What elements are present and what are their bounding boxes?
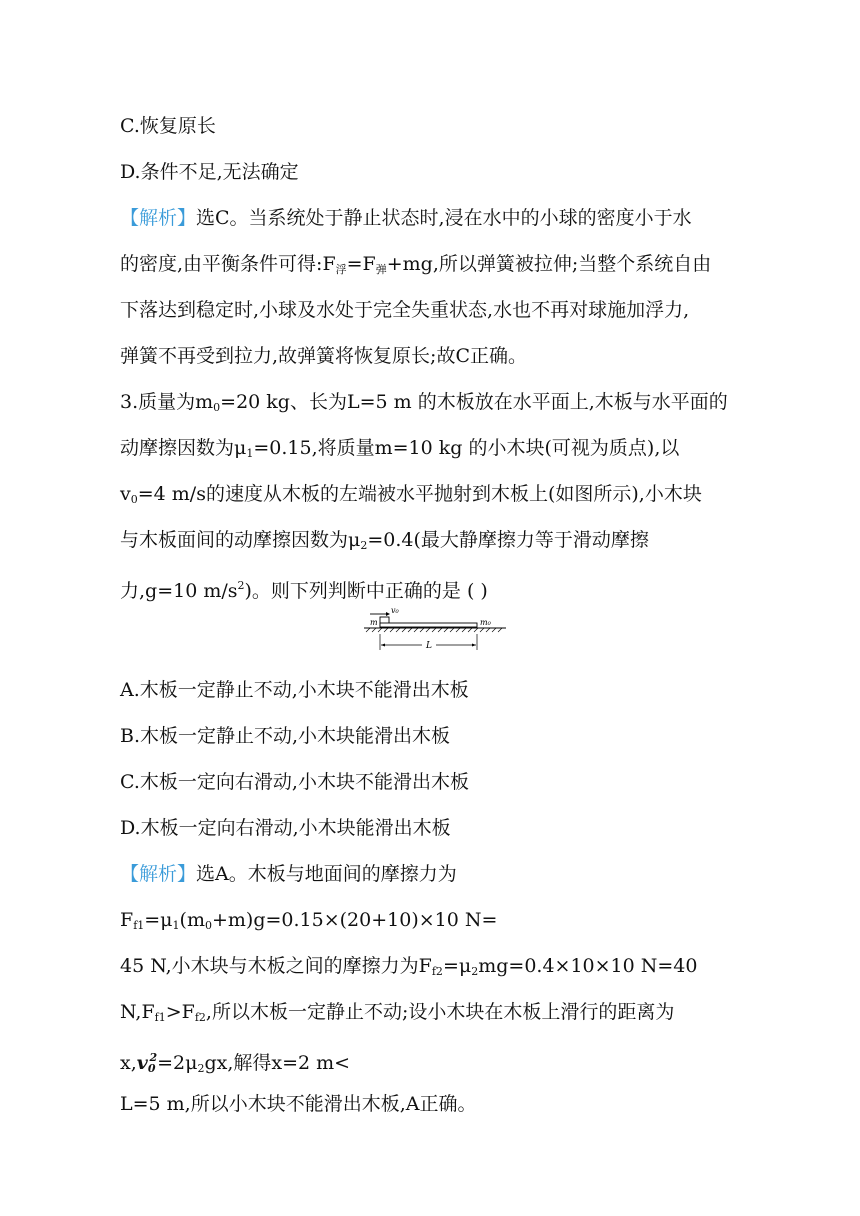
label-L: L [426,641,432,651]
analysis-tag: 【解析】 [120,863,197,885]
label-m0: m₀ [480,618,491,627]
analysis3-line1: 【解析】选A。木板与地面间的摩擦力为 [120,863,457,885]
label-v0: v₀ [391,606,399,615]
v0-squared-formula: $v_0^2$ [136,1051,158,1075]
analysis1-line4: 弹簧不再受到拉力,故弹簧将恢复原长;故C正确。 [120,345,527,367]
option-d-prev: D.条件不足,无法确定 [120,161,299,183]
option-d: D.木板一定向右滑动,小木块能滑出木板 [120,817,451,839]
analysis3-line4: $N,F_{f1}>F_{f2}$,所以木板一定静止不动;设小木块在木板上滑行的距离为 [120,1001,675,1024]
analysis1-line2: 的密度,由平衡条件可得$:F_浮=F_弹+mg$,所以弹簧被拉伸;当整个系统自由 [120,253,712,276]
question3-line5: 力,g=10 $m/s^2$)。则下列判断中正确的是 ( ) [120,579,488,602]
analysis-tag: 【解析】 [120,207,197,229]
board-block-figure [364,604,510,652]
analysis1-line1: 【解析】选C。当系统处于静止状态时,浸在水中的小球的密度小于水 [120,207,692,229]
option-b: B.木板一定静止不动,小木块能滑出木板 [120,725,451,747]
question3-line1: 3.质量为$m_0=20$ kg、长为L=5 m 的木板放在水平面上,木板与水平面的 [120,391,728,414]
analysis3-line3: 45 N,小木块与木板之间的摩擦力为$F_{f2}=\mu_2mg=0.4\times 10\times 10$ N=40 [120,955,698,978]
analysis3-line6: L=5 m,所以小木块不能滑出木板,A正确。 [120,1093,477,1115]
option-c: C.木板一定向右滑动,小木块不能滑出木板 [120,771,469,793]
analysis1-line3: 下落达到稳定时,小球及水处于完全失重状态,水也不再对球施加浮力, [120,299,690,321]
question3-line2: 动摩擦因数为$\mu_1=0.15$,将质量m=10 kg 的小木块(可视为质点),以 [120,437,680,460]
question3-line3: $v_0=4$ m/s的速度从木板的左端被水平抛射到木板上(如图所示),小木块 [120,483,702,506]
option-c-prev: C.恢复原长 [120,115,216,137]
analysis3-line5: $x,v_0^2=2\mu_2gx$,解得x=2 m< [120,1051,351,1075]
option-a: A.木板一定静止不动,小木块不能滑出木板 [120,679,469,701]
analysis3-line2: $F_{f1}=\mu_1(m_0+m)g=0.15\times(20+10)\times 10$ N= [120,909,498,932]
label-m: m [370,618,378,627]
board-rect [380,623,477,627]
question3-line4: 与木板面间的动摩擦因数为$\mu_2=0.4$(最大静摩擦力等于滑动摩擦 [120,529,649,552]
